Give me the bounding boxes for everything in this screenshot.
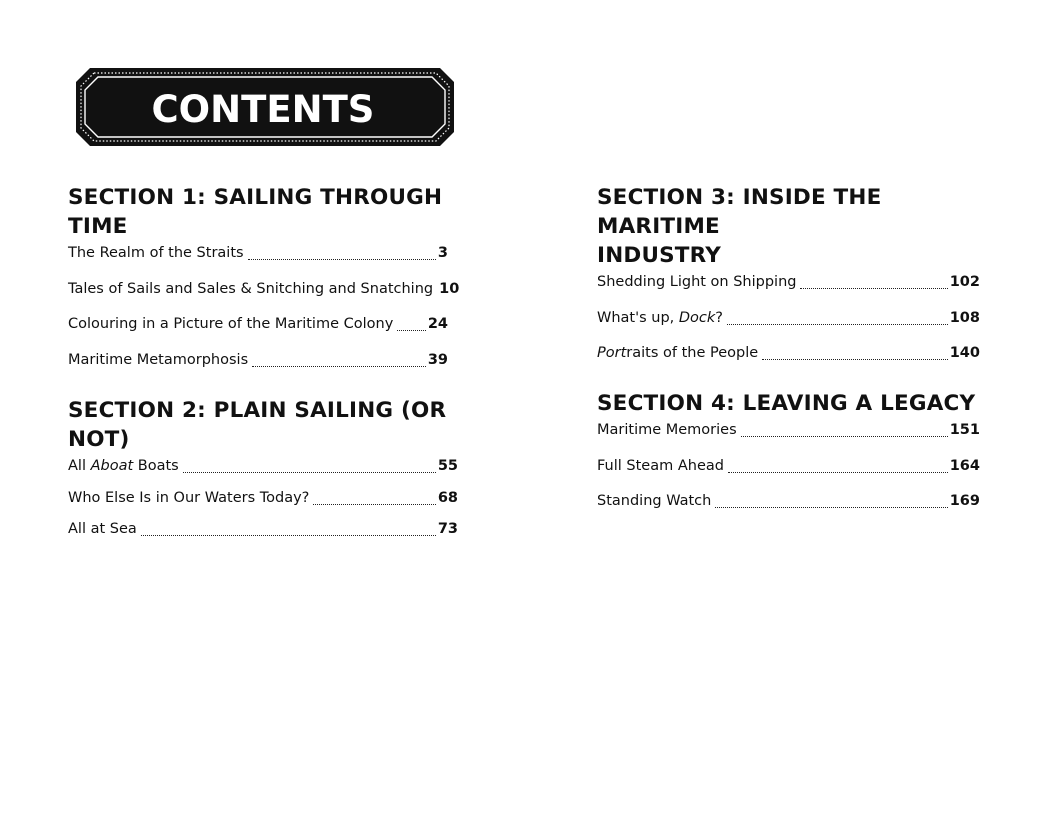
- entry-label: All Aboat Boats: [68, 458, 179, 474]
- entry-label: All at Sea: [68, 521, 137, 537]
- dot-leader: [741, 436, 948, 437]
- section-1-title: SECTION 1: SAILING THROUGH TIME: [68, 185, 443, 239]
- entry-page: 10: [439, 280, 460, 297]
- entry-page: 73: [437, 521, 458, 537]
- entry-page: 151: [949, 422, 980, 438]
- entry-label: Who Else Is in Our Waters Today?: [68, 489, 310, 506]
- dot-leader: [800, 288, 947, 289]
- toc-entry[interactable]: [597, 274, 980, 310]
- section-4-title: SECTION 4: LEAVING A LEGACY: [597, 391, 976, 416]
- toc-entry[interactable]: [68, 245, 448, 281]
- section-3-title: SECTION 3: INSIDE THE MARITIME INDUSTRY: [597, 185, 882, 268]
- toc-section-1: [68, 183, 460, 387]
- dot-leader: [248, 259, 436, 260]
- toc-right-column: [597, 183, 980, 509]
- dot-leader: [715, 507, 947, 508]
- toc-entry[interactable]: [68, 490, 458, 522]
- entry-page: 140: [949, 345, 980, 361]
- entry-page: 24: [427, 316, 448, 332]
- entry-label: Colouring in a Picture of the Maritime Colony: [68, 316, 394, 332]
- toc-entry[interactable]: [68, 521, 458, 553]
- toc-entry[interactable]: [597, 422, 980, 458]
- entry-page: 108: [949, 309, 980, 326]
- toc-entry[interactable]: [68, 352, 448, 388]
- entry-page: 55: [437, 458, 458, 474]
- dot-leader: [397, 330, 426, 331]
- section-2-title: SECTION 2: PLAIN SAILING (OR NOT): [68, 398, 447, 452]
- entry-page: 68: [437, 489, 458, 506]
- toc-left-column: [68, 183, 460, 537]
- dot-leader: [762, 359, 948, 360]
- entry-label: Portraits of the People: [597, 345, 759, 361]
- entry-page: 164: [949, 457, 980, 474]
- dot-leader: [728, 472, 948, 473]
- page-title: CONTENTS: [151, 87, 375, 131]
- toc-entry[interactable]: [68, 458, 458, 490]
- dot-leader: [141, 535, 436, 536]
- toc-section-2: [68, 396, 458, 553]
- toc-entry[interactable]: [68, 316, 448, 352]
- entry-page: 39: [427, 351, 448, 368]
- entry-label: The Realm of the Straits: [68, 245, 244, 261]
- toc-entry[interactable]: [597, 310, 980, 346]
- entry-label: Maritime Metamorphosis: [68, 351, 249, 368]
- entry-label: What's up, Dock?: [597, 309, 723, 326]
- entry-page: 3: [437, 245, 448, 261]
- entry-label: Tales of Sails and Sales & Snitching and Snatching: [68, 280, 434, 297]
- toc-entry[interactable]: [597, 345, 980, 381]
- toc-entry[interactable]: [68, 280, 460, 317]
- dot-leader: [727, 324, 948, 325]
- entry-label: Full Steam Ahead: [597, 457, 724, 474]
- entry-label: Shedding Light on Shipping: [597, 274, 797, 290]
- entry-label: Standing Watch: [597, 493, 712, 509]
- toc-entry[interactable]: [597, 493, 980, 529]
- dot-leader: [252, 366, 426, 367]
- toc-section-3: [597, 183, 980, 381]
- dot-leader: [183, 472, 436, 473]
- entry-page: 102: [949, 274, 980, 290]
- entry-page: 169: [949, 493, 980, 509]
- entry-label: Maritime Memories: [597, 422, 737, 438]
- contents-banner: [76, 68, 454, 146]
- toc-section-4: [597, 389, 980, 529]
- toc-entry[interactable]: [597, 458, 980, 494]
- dot-leader: [313, 504, 435, 505]
